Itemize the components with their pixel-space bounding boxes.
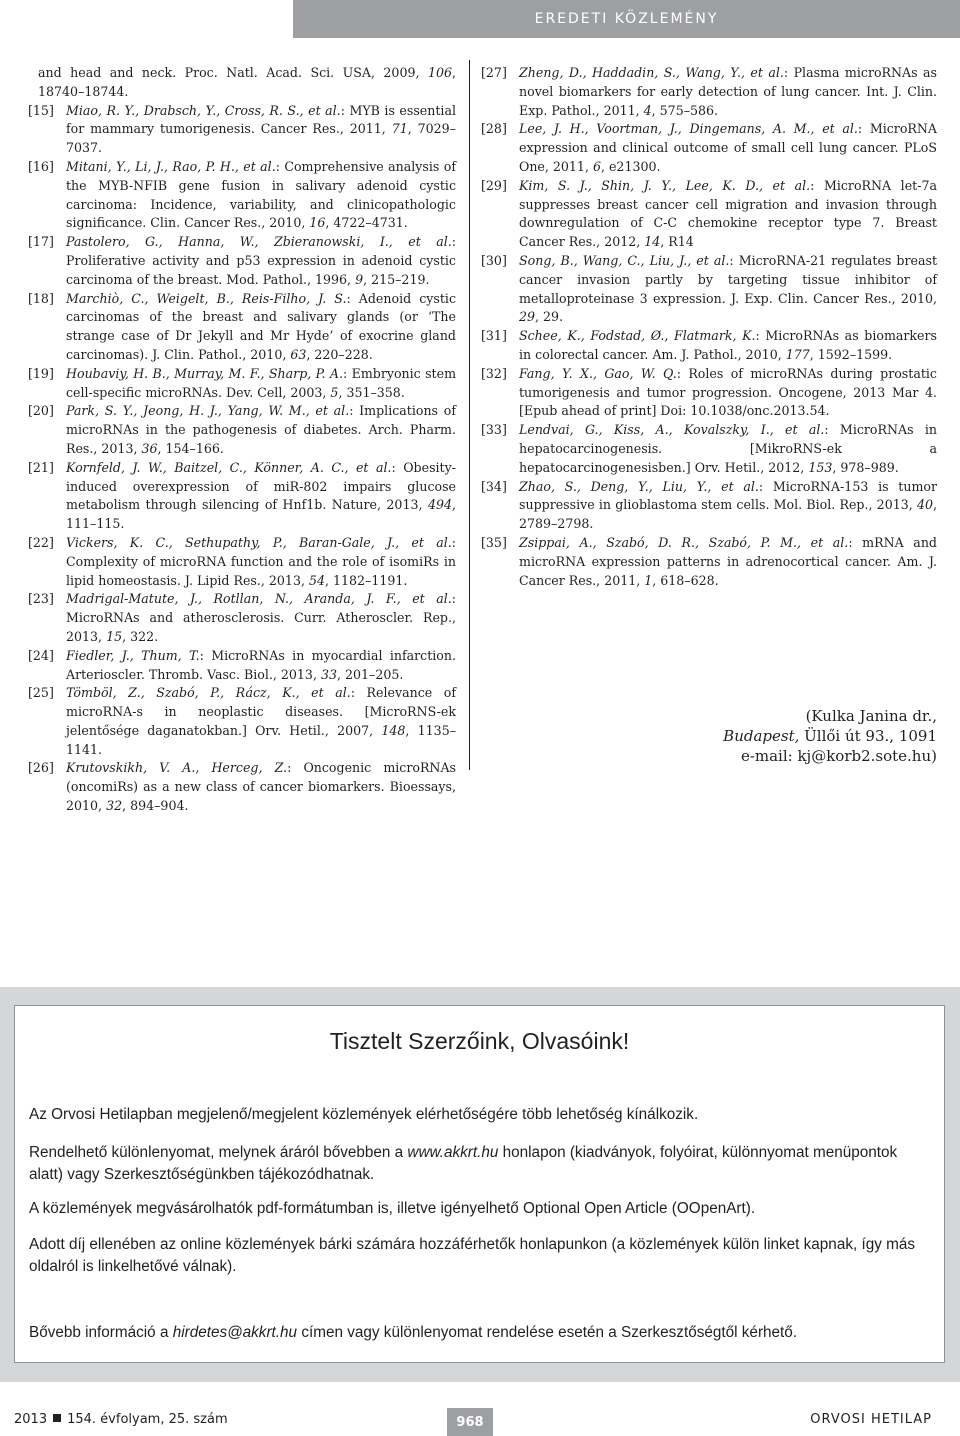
reference-text: : Complexity of microRNA function and the role of isomiRs in lipid homeostasis. J. Lipid Res., 2013,	[66, 534, 456, 588]
reference-pages: , 7029–7037.	[66, 121, 456, 156]
notice-paragraph-3: A közlemények megvásárolhatók pdf-formátumban is, illetve igényelhető Optional Open Article (OOpenArt).	[29, 1200, 756, 1217]
reference-pages: , 322.	[122, 628, 159, 644]
page-footer	[0, 1398, 960, 1436]
address-city: Budapest,	[723, 727, 800, 745]
reference-authors: Zsippai, A., Szabó, D. R., Szabó, P. M., et al.	[519, 534, 849, 550]
references-right-column	[481, 64, 937, 590]
reference-text: : MicroRNA-21 regulates breast cancer invasion partly by targeting tissue inhibitor of metalloproteinase 3 expression. J. Exp. Clin. Cancer Res., 2010,	[519, 252, 937, 306]
reference-volume: 63	[290, 346, 307, 362]
reference-volume: 106	[427, 65, 452, 80]
reference-item	[28, 459, 456, 534]
reference-authors: Miao, R. Y., Drabsch, Y., Cross, R. S., et al.	[66, 102, 341, 118]
reference-item	[481, 365, 937, 421]
reference-item	[481, 120, 937, 176]
reference-volume: 54	[308, 572, 325, 588]
reference-text: : MYB is essential for mammary tumorigenesis. Cancer Res., 2011,	[66, 102, 456, 137]
address-name: (Kulka Janina dr.,	[805, 707, 937, 725]
reference-volume: 6	[592, 158, 601, 174]
reference-item	[481, 421, 937, 477]
reference-pages: , 978–989.	[832, 459, 899, 475]
reference-pages: , 2789–2798.	[519, 497, 937, 532]
reference-item	[28, 64, 456, 102]
reference-number: [16]	[28, 158, 54, 174]
page-number: 968	[447, 1408, 493, 1436]
reference-pages: , 618–628.	[652, 572, 719, 588]
reference-pages: , 154–166.	[157, 440, 224, 456]
footer-issue: 154. évfolyam, 25. szám	[67, 1412, 228, 1427]
reference-text: : MicroRNAs as biomarkers in colorectal cancer. Am. J. Pathol., 2010,	[519, 328, 937, 362]
reference-item	[28, 759, 456, 815]
footer-year: 2013	[14, 1412, 48, 1427]
reference-item	[28, 233, 456, 289]
reference-pages: , 4722–4731.	[325, 215, 408, 231]
reference-text: : MicroRNA-153 is tumor suppressive in glioblastoma stem cells. Mol. Biol. Rep., 2013,	[519, 478, 937, 513]
reference-authors: Kim, S. J., Shin, J. Y., Lee, K. D., et al.	[519, 177, 811, 193]
reference-number: [21]	[28, 459, 54, 475]
reference-text: : Relevance of microRNA-s in neoplastic diseases. [MicroRNS-ek jelentősége daganatokban.] Orv. Hetil., 2007,	[66, 685, 456, 738]
reference-authors: Krutovskikh, V. A., Herceg, Z.	[66, 760, 288, 776]
reference-item	[481, 478, 937, 534]
reference-pages: , 29.	[535, 309, 564, 325]
reference-number: [32]	[481, 365, 507, 381]
notice-p2-text-b: honlapon (kiadványok, folyóirat, különnyomat menüpontok alatt) vagy Szerkesztőségünkben tájékozódhatnak.	[29, 1144, 898, 1183]
reference-authors: Pastolero, G., Hanna, W., Zbieranowski, I., et al.	[66, 234, 452, 250]
reference-text: : MicroRNAs in myocardial infarction. Arterioscler. Thromb. Vasc. Biol., 2013,	[66, 647, 456, 682]
reference-volume: 33	[320, 666, 337, 682]
notice-box	[0, 987, 960, 1382]
reference-number: [35]	[481, 534, 507, 550]
reference-volume: 177	[785, 346, 810, 362]
reference-authors: Marchiò, C., Weigelt, B., Reis-Filho, J. S.	[66, 290, 347, 306]
notice-p5-text-a: Bővebb információ a	[29, 1324, 173, 1341]
reference-volume: 15	[106, 628, 123, 644]
column-divider	[469, 60, 470, 770]
akkrt-link[interactable]: www.akkrt.hu	[407, 1144, 499, 1161]
reference-number: [24]	[28, 647, 54, 663]
reference-number: [18]	[28, 290, 54, 306]
notice-title: Tisztelt Szerzőink, Olvasóink!	[329, 1028, 630, 1054]
reference-number: [33]	[481, 422, 507, 438]
reference-item	[28, 102, 456, 158]
reference-number: [29]	[481, 177, 507, 193]
reference-pages: , e21300.	[600, 158, 661, 174]
reference-item	[28, 534, 456, 590]
issue-info	[14, 1412, 228, 1427]
reference-volume: 153	[808, 459, 833, 475]
reference-text: : MicroRNA let-7a suppresses breast cancer cell migration and invasion through downregulation of C-C chemokine receptor type 7. Breast Cancer Res., 2012,	[519, 177, 937, 250]
reference-number: [34]	[481, 478, 507, 494]
reference-volume: 9	[355, 271, 364, 287]
notice-paragraph-5	[29, 1322, 924, 1344]
reference-number: [19]	[28, 365, 54, 381]
reference-pages: , 1592–1599.	[809, 346, 893, 362]
address-street: Üllői út 93., 1091	[799, 727, 937, 745]
reference-authors: Fang, Y. X., Gao, W. Q.	[519, 365, 677, 381]
reference-item	[28, 684, 456, 759]
reference-authors: Vickers, K. C., Sethupathy, P., Baran-Gale, J., et al.	[66, 534, 452, 550]
section-title: EREDETI KÖZLEMÉNY	[534, 11, 719, 27]
reference-text: : Plasma microRNAs as novel biomarkers for early detection of lung cancer. Int. J. Clin. Exp. Pathol., 2011,	[519, 65, 937, 118]
reference-number: [28]	[481, 121, 507, 137]
reference-text: : MicroRNA expression and clinical outcome of small cell lung cancer. PLoS One, 2011,	[519, 121, 937, 174]
reference-number: [15]	[28, 102, 54, 118]
reference-volume: 32	[106, 798, 123, 814]
section-header	[293, 0, 960, 38]
reference-item	[28, 365, 456, 403]
email-link[interactable]: hirdetes@akkrt.hu	[172, 1324, 298, 1341]
reference-pages: , 201–205.	[336, 666, 404, 682]
reference-authors: Houbaviy, H. B., Murray, M. F., Sharp, P. A.	[66, 365, 344, 381]
address-email: e-mail: kj@korb2.sote.hu)	[740, 747, 937, 765]
reference-text: : Embryonic stem cell-specific microRNAs. Dev. Cell, 2003,	[66, 365, 457, 400]
reference-volume: 4	[643, 102, 652, 118]
reference-item	[481, 177, 937, 252]
reference-pages: , 894–904.	[122, 798, 189, 814]
reference-pages: , R14	[660, 234, 694, 250]
reference-volume: 29	[519, 309, 536, 325]
reference-text: : MicroRNAs in hepatocarcinogenesis. [MikroRNS-ek a hepatocarcinogenesisben.] Orv. Hetil., 2012,	[519, 422, 938, 475]
reference-pages: , 1182–1191.	[325, 572, 408, 588]
reference-volume: 16	[309, 215, 326, 231]
reference-authors: Zhao, S., Deng, Y., Liu, Y., et al.	[519, 478, 759, 494]
reference-text: : Implications of microRNAs in the pathogenesis of diabetes. Arch. Pharm. Res., 2013,	[66, 403, 456, 456]
reference-authors: Fiedler, J., Thum, T.	[66, 647, 200, 663]
notice-paragraph-1: Az Orvosi Hetilapban megjelenő/megjelent közlemények elérhetőségére több lehetőség kínálkozik.	[29, 1106, 699, 1123]
reference-authors: Madrigal-Matute, J., Rotllan, N., Aranda, J. F., et al.	[66, 591, 452, 607]
reference-volume: 494	[427, 497, 452, 513]
reference-item	[481, 534, 937, 590]
reference-authors: Kornfeld, J. W., Baitzel, C., Könner, A. C., et al.	[66, 459, 392, 475]
reference-authors: Lendvai, G., Kiss, A., Kovalszky, I., et al.	[519, 422, 825, 438]
reference-number: [27]	[481, 65, 507, 80]
reference-item	[481, 327, 937, 365]
reference-number: [20]	[28, 403, 54, 419]
reference-volume: 71	[391, 121, 408, 137]
reference-text: : MicroRNAs and atherosclerosis. Curr. Atheroscler. Rep., 2013,	[66, 591, 456, 644]
reference-pages: , 215–219.	[363, 271, 430, 287]
reference-authors: Zheng, D., Haddadin, S., Wang, Y., et al.	[519, 65, 784, 80]
address-location	[640, 726, 937, 746]
reference-number: [26]	[28, 760, 54, 776]
journal-name: ORVOSI HETILAP	[810, 1412, 932, 1427]
notice-p2-text-a: Rendelhető különlenyomat, melynek áráról bővebben a	[29, 1144, 408, 1161]
reference-item	[28, 402, 456, 458]
reference-number: [30]	[481, 252, 507, 268]
reference-text: : Oncogenic microRNAs (oncomiRs) as a new class of cancer biomarkers. Bioessays, 2010,	[66, 760, 457, 814]
correspondence-address	[640, 706, 937, 766]
reference-item	[28, 290, 456, 365]
reference-text: : Obesity-induced overexpression of miR-802 impairs glucose metabolism through silencing of Hnf1b. Nature, 2013,	[66, 459, 456, 513]
reference-pages: , 111–115.	[66, 497, 456, 532]
reference-pages: , 1135–1141.	[66, 722, 456, 757]
reference-authors: Schee, K., Fodstad, Ø., Flatmark, K.	[519, 328, 756, 344]
references-left-column	[28, 64, 456, 816]
reference-authors: Mitani, Y., Li, J., Rao, P. H., et al.	[66, 158, 276, 174]
reference-number: [31]	[481, 328, 507, 344]
reference-authors: Tömböl, Z., Szabó, P., Rácz, K., et al.	[66, 685, 351, 701]
reference-number: [23]	[28, 591, 54, 607]
reference-pages: , 18740–18744.	[38, 65, 456, 99]
notice-paragraph-4: Adott díj ellenében az online közlemények bárki számára hozzáférhetők honlapunkon (a közlemények külön linket kapnak, így más oldalról is linkelhetővé válnak).	[29, 1236, 916, 1275]
notice-p5-text-b: címen vagy különlenyomat rendelése esetén a Szerkesztőségtől kérhető.	[297, 1324, 798, 1341]
reference-authors: Song, B., Wang, C., Liu, J., et al.	[519, 252, 730, 268]
reference-authors: Lee, J. H., Voortman, J., Dingemans, A. M., et al.	[519, 121, 858, 137]
reference-text: : mRNA and microRNA expression patterns in adrenocortical cancer. Am. J. Cancer Res., 2011,	[519, 534, 937, 588]
reference-number: [25]	[28, 685, 54, 701]
reference-volume: 36	[141, 440, 158, 456]
notice-paragraph-2	[29, 1142, 924, 1186]
reference-text: and head and neck. Proc. Natl. Acad. Sci. USA, 2009,	[38, 65, 428, 80]
reference-text: : Comprehensive analysis of the MYB-NFIB gene fusion in salivary adenoid cystic carcinoma: Incidence, variability, and clinicopathologic significance. Clin. Cancer Res., 2010,	[66, 158, 456, 231]
reference-volume: 14	[644, 234, 661, 250]
reference-volume: 1	[644, 572, 653, 588]
reference-item	[481, 252, 937, 327]
reference-authors: Park, S. Y., Jeong, H. J., Yang, W. M., et al.	[66, 403, 350, 419]
notice-panel	[14, 1005, 945, 1363]
reference-text: : Proliferative activity and p53 expression in adenoid cystic carcinoma of the breast. Mod. Pathol., 1996,	[66, 234, 456, 287]
reference-text: : Roles of microRNAs during prostatic tumorigenesis and tumor progression. Oncogene, 2013 Mar 4. [Epub ahead of print] Doi: 10.1038/onc.2013.54.	[519, 365, 937, 419]
reference-pages: , 575–586.	[651, 102, 719, 118]
reference-item	[481, 64, 937, 120]
reference-pages: , 220–228.	[306, 346, 373, 362]
reference-item	[28, 647, 456, 685]
reference-item	[28, 158, 456, 233]
reference-item	[28, 590, 456, 646]
square-bullet-icon	[53, 1414, 61, 1422]
reference-pages: , 351–358.	[338, 384, 405, 400]
reference-number: [22]	[28, 534, 54, 550]
reference-volume: 148	[381, 722, 406, 738]
reference-volume: 5	[330, 384, 339, 400]
reference-text: : Adenoid cystic carcinomas of the breast and salivary glands (or ‘The strange case of Dr Jekyll and Mr Hyde’ of exocrine gland carcinomas). J. Clin. Pathol., 2010,	[66, 290, 457, 362]
reference-number: [17]	[28, 234, 54, 250]
reference-volume: 40	[916, 497, 933, 513]
